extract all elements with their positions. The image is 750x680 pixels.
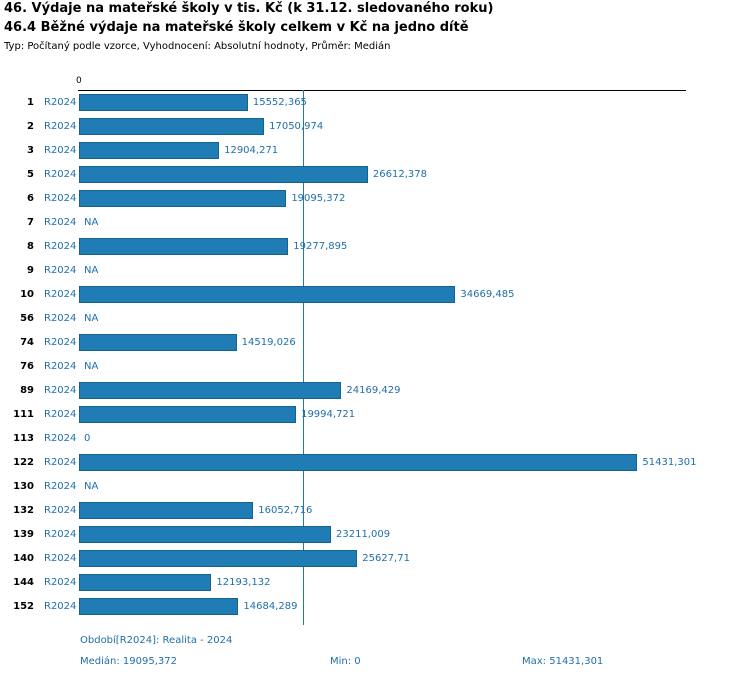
bar-value-label: 15552,365 bbox=[252, 97, 307, 108]
row-category-label: 1 bbox=[27, 97, 34, 108]
bar-value-label: 14519,026 bbox=[241, 337, 296, 348]
bar[interactable] bbox=[79, 190, 286, 207]
bar-row bbox=[0, 499, 750, 523]
bar-value-label: 0 bbox=[84, 433, 91, 444]
bar-value-label: 51431,301 bbox=[642, 457, 697, 468]
row-period-label: R2024 bbox=[44, 313, 77, 324]
bar[interactable] bbox=[79, 406, 296, 423]
bar-rows bbox=[0, 91, 750, 619]
bar-row bbox=[0, 163, 750, 187]
row-category-label: 152 bbox=[13, 601, 34, 612]
bar-value-label: NA bbox=[84, 313, 99, 324]
row-category-label: 6 bbox=[27, 193, 34, 204]
bar-value-label: 34669,485 bbox=[460, 289, 515, 300]
row-period-label: R2024 bbox=[44, 193, 77, 204]
row-category-label: 113 bbox=[13, 433, 34, 444]
bar-value-label: 25627,71 bbox=[362, 553, 410, 564]
bar-track bbox=[79, 379, 739, 403]
bar-value-label: 14684,289 bbox=[243, 601, 298, 612]
bar-track bbox=[79, 259, 739, 283]
row-period-label: R2024 bbox=[44, 457, 77, 468]
bar-value-label: 26612,378 bbox=[372, 169, 427, 180]
bar-value-label: 16052,716 bbox=[258, 505, 313, 516]
row-period-label: R2024 bbox=[44, 289, 77, 300]
row-category-label: 76 bbox=[20, 361, 34, 372]
bar-track bbox=[79, 475, 739, 499]
bar-value-label: 23211,009 bbox=[336, 529, 391, 540]
bar-row bbox=[0, 307, 750, 331]
bar-row bbox=[0, 139, 750, 163]
row-category-label: 132 bbox=[13, 505, 34, 516]
footer-min: Min: 0 bbox=[330, 656, 361, 667]
bar[interactable] bbox=[79, 166, 368, 183]
footer-period: Období[R2024]: Realita - 2024 bbox=[80, 635, 233, 646]
bar[interactable] bbox=[79, 382, 341, 399]
row-period-label: R2024 bbox=[44, 241, 77, 252]
row-period-label: R2024 bbox=[44, 265, 77, 276]
bar-row bbox=[0, 355, 750, 379]
row-category-label: 74 bbox=[20, 337, 34, 348]
bar-row bbox=[0, 211, 750, 235]
row-period-label: R2024 bbox=[44, 145, 77, 156]
bar-track bbox=[79, 499, 739, 523]
bar-row bbox=[0, 403, 750, 427]
bar-row bbox=[0, 187, 750, 211]
row-category-label: 56 bbox=[20, 313, 34, 324]
row-period-label: R2024 bbox=[44, 529, 77, 540]
bar[interactable] bbox=[79, 454, 637, 471]
bar-row bbox=[0, 595, 750, 619]
bar-track bbox=[79, 523, 739, 547]
bar-row bbox=[0, 571, 750, 595]
bar-row bbox=[0, 547, 750, 571]
bar-value-label: 12904,271 bbox=[224, 145, 279, 156]
row-period-label: R2024 bbox=[44, 433, 77, 444]
row-period-label: R2024 bbox=[44, 409, 77, 420]
bar-value-label: NA bbox=[84, 481, 99, 492]
bar-row bbox=[0, 259, 750, 283]
bar-track bbox=[79, 283, 739, 307]
bar[interactable] bbox=[79, 574, 211, 591]
bar-row bbox=[0, 283, 750, 307]
bar-track bbox=[79, 355, 739, 379]
page-title-line2: 46.4 Běžné výdaje na mateřské školy celkem v Kč na jedno dítě bbox=[4, 20, 469, 35]
row-category-label: 122 bbox=[13, 457, 34, 468]
bar[interactable] bbox=[79, 238, 288, 255]
bar-track bbox=[79, 547, 739, 571]
bar-track bbox=[79, 163, 739, 187]
row-period-label: R2024 bbox=[44, 385, 77, 396]
bar-value-label: NA bbox=[84, 361, 99, 372]
page-title-line1: 46. Výdaje na mateřské školy v tis. Kč (k 31.12. sledovaného roku) bbox=[4, 1, 494, 16]
bar-track bbox=[79, 187, 739, 211]
bar-track bbox=[79, 403, 739, 427]
bar-track bbox=[79, 595, 739, 619]
chart-footer bbox=[0, 628, 750, 680]
footer-median: Medián: 19095,372 bbox=[80, 656, 177, 667]
bar-value-label: 17050,974 bbox=[269, 121, 324, 132]
row-category-label: 8 bbox=[27, 241, 34, 252]
bar-track bbox=[79, 91, 739, 115]
bar-row bbox=[0, 331, 750, 355]
row-period-label: R2024 bbox=[44, 481, 77, 492]
bar[interactable] bbox=[79, 598, 238, 615]
bar-value-label: NA bbox=[84, 217, 99, 228]
row-period-label: R2024 bbox=[44, 553, 77, 564]
row-period-label: R2024 bbox=[44, 601, 77, 612]
bar-track bbox=[79, 331, 739, 355]
bar[interactable] bbox=[79, 286, 455, 303]
row-period-label: R2024 bbox=[44, 361, 77, 372]
chart-subtitle: Typ: Počítaný podle vzorce, Vyhodnocení: Absolutní hodnoty, Průměr: Medián bbox=[4, 41, 391, 52]
bar-row bbox=[0, 115, 750, 139]
bar-row bbox=[0, 235, 750, 259]
bar-row bbox=[0, 379, 750, 403]
bar-row bbox=[0, 475, 750, 499]
bar-value-label: 19994,721 bbox=[301, 409, 356, 420]
row-period-label: R2024 bbox=[44, 97, 77, 108]
row-category-label: 9 bbox=[27, 265, 34, 276]
bar[interactable] bbox=[79, 502, 253, 519]
bar[interactable] bbox=[79, 550, 357, 567]
plot-area bbox=[0, 72, 750, 622]
row-category-label: 3 bbox=[27, 145, 34, 156]
row-category-label: 89 bbox=[20, 385, 34, 396]
bar-track bbox=[79, 427, 739, 451]
bar[interactable] bbox=[79, 118, 264, 135]
row-category-label: 2 bbox=[27, 121, 34, 132]
bar[interactable] bbox=[79, 334, 237, 351]
bar-value-label: 12193,132 bbox=[216, 577, 271, 588]
row-category-label: 10 bbox=[20, 289, 34, 300]
bar[interactable] bbox=[79, 142, 219, 159]
bar-value-label: 19095,372 bbox=[291, 193, 346, 204]
bar-track bbox=[79, 451, 739, 475]
bar-value-label: NA bbox=[84, 265, 99, 276]
row-period-label: R2024 bbox=[44, 169, 77, 180]
row-category-label: 130 bbox=[13, 481, 34, 492]
bar-row bbox=[0, 451, 750, 475]
row-category-label: 140 bbox=[13, 553, 34, 564]
bar-row bbox=[0, 523, 750, 547]
row-category-label: 7 bbox=[27, 217, 34, 228]
bar-track bbox=[79, 139, 739, 163]
row-category-label: 5 bbox=[27, 169, 34, 180]
bar-track bbox=[79, 115, 739, 139]
row-period-label: R2024 bbox=[44, 121, 77, 132]
x-axis-origin-label: 0 bbox=[76, 76, 82, 86]
bar[interactable] bbox=[79, 526, 331, 543]
footer-max: Max: 51431,301 bbox=[522, 656, 604, 667]
row-category-label: 139 bbox=[13, 529, 34, 540]
row-period-label: R2024 bbox=[44, 337, 77, 348]
bar-track bbox=[79, 571, 739, 595]
row-period-label: R2024 bbox=[44, 577, 77, 588]
bar-track bbox=[79, 235, 739, 259]
bar-value-label: 24169,429 bbox=[346, 385, 401, 396]
bar-value-label: 19277,895 bbox=[293, 241, 348, 252]
row-period-label: R2024 bbox=[44, 217, 77, 228]
row-category-label: 111 bbox=[13, 409, 34, 420]
row-period-label: R2024 bbox=[44, 505, 77, 516]
bar-row bbox=[0, 91, 750, 115]
bar[interactable] bbox=[79, 94, 248, 111]
bar-track bbox=[79, 307, 739, 331]
row-category-label: 144 bbox=[13, 577, 34, 588]
bar-track bbox=[79, 211, 739, 235]
bar-row bbox=[0, 427, 750, 451]
